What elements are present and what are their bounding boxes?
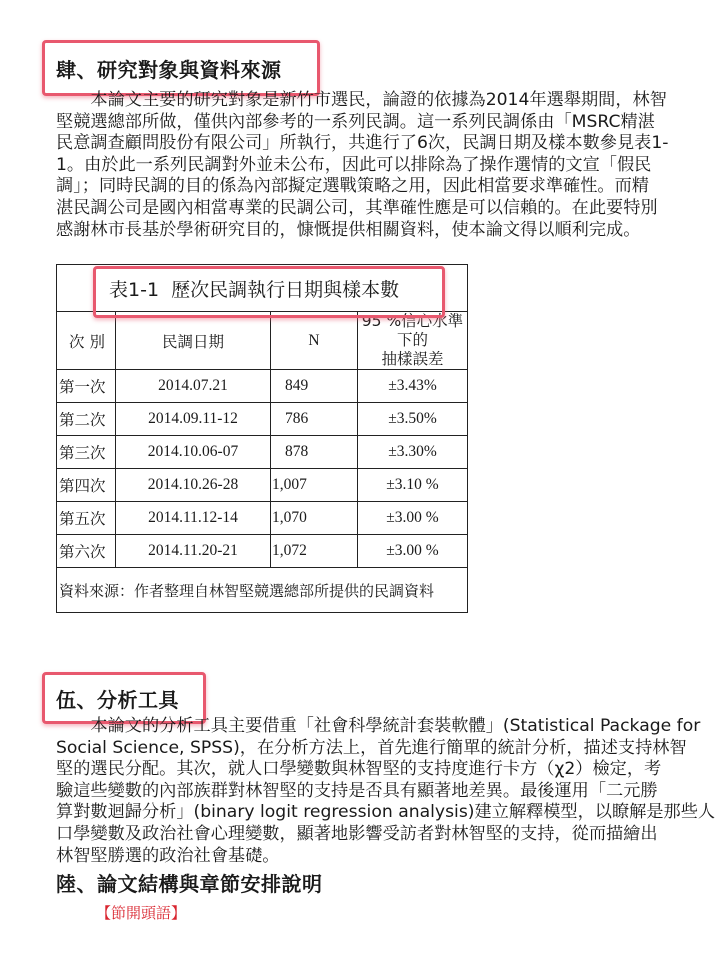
paragraph-line: 本論文的分析工具主要借重「社會科學統計套裝軟體」(Statistical Package for bbox=[56, 716, 701, 736]
cell-error: ±3.50% bbox=[358, 403, 468, 436]
table-row bbox=[57, 436, 468, 469]
cell-order: 第一次 bbox=[57, 370, 116, 403]
paragraph-line: 算對數迴歸分析」(binary logit regression analysis)建立解釋模型，以瞭解是那些人 bbox=[56, 802, 716, 823]
paragraph-line: 民意調查顧問股份有限公司」所執行，共進行了6次，民調日期及樣本數參見表1- bbox=[56, 133, 669, 154]
paragraph-line: 1。由於此一系列民調對外並未公布，因此可以排除為了操作選情的文宣「假民 bbox=[56, 154, 652, 175]
cell-date: 2014.09.11-12 bbox=[116, 403, 271, 436]
cell-date: 2014.11.12-14 bbox=[116, 502, 271, 535]
paragraph-line: 感謝林市長基於學術研究目的，慷慨提供相關資料，使本論文得以順利完成。 bbox=[56, 219, 641, 240]
cell-date: 2014.10.06-07 bbox=[116, 436, 271, 469]
header-error bbox=[358, 312, 468, 370]
paragraph-line: 本論文主要的研究對象是新竹市選民，論證的依據為2014年選舉期間，林智 bbox=[56, 90, 667, 110]
cell-n: 1,072 bbox=[271, 535, 358, 568]
section4-paragraph bbox=[56, 90, 669, 241]
cell-error: ±3.10 % bbox=[358, 469, 468, 502]
table-caption: 表1-1 歷次民調執行日期與樣本數 bbox=[109, 278, 400, 301]
paragraph-line: 堅的選民分配。其次，就人口學變數與林智堅的支持度進行卡方（χ2）檢定，考 bbox=[56, 759, 662, 780]
header-date: 民調日期 bbox=[116, 312, 271, 370]
section5-paragraph bbox=[56, 716, 716, 867]
cell-order: 第五次 bbox=[57, 502, 116, 535]
table-row bbox=[57, 403, 468, 436]
paragraph-line: 堅競選總部所做，僅供內部參考的一系列民調。這一系列民調係由「MSRC精湛 bbox=[56, 111, 655, 132]
cell-date: 2014.07.21 bbox=[116, 370, 271, 403]
header-order: 次 別 bbox=[57, 312, 116, 370]
paragraph-line: 口學變數及政治社會心理變數，顯著地影響受訪者對林智堅的支持，從而描繪出 bbox=[56, 823, 658, 844]
highlight-box-table-caption bbox=[93, 266, 445, 318]
cell-date: 2014.10.26-28 bbox=[116, 469, 271, 502]
table-row bbox=[57, 370, 468, 403]
cell-n: 786 bbox=[271, 403, 358, 436]
table-source: 資料來源：作者整理自林智堅競選總部所提供的民調資料 bbox=[57, 568, 468, 613]
paragraph-line: 湛民調公司是國內相當專業的民調公司，其準確性應是可以信賴的。在此要特別 bbox=[56, 197, 658, 218]
section5-heading: 伍、分析工具 bbox=[56, 688, 179, 712]
paragraph-line: 調」；同時民調的目的係為內部擬定選戰策略之用，因此相當要求準確性。而精 bbox=[56, 176, 649, 197]
table-row bbox=[57, 535, 468, 568]
cell-date: 2014.11.20-21 bbox=[116, 535, 271, 568]
paragraph-line: Social Science, SPSS)，在分析方法上，首先進行簡單的統計分析，描述支持林智 bbox=[56, 737, 687, 758]
cell-error: ±3.00 % bbox=[358, 502, 468, 535]
cell-error: ±3.43% bbox=[358, 370, 468, 403]
section4-heading: 肆、研究對象與資料來源 bbox=[56, 58, 282, 82]
table-row bbox=[57, 469, 468, 502]
table-row bbox=[57, 502, 468, 535]
table-source-row bbox=[57, 568, 468, 613]
header-error-line2: 抽樣誤差 bbox=[381, 350, 444, 368]
section-opening-note: 【節開頭語】 bbox=[96, 904, 187, 922]
cell-order: 第二次 bbox=[57, 403, 116, 436]
header-error-line1: 95 %信心水準下的 bbox=[361, 312, 464, 349]
cell-error: ±3.00 % bbox=[358, 535, 468, 568]
paragraph-line: 林智堅勝選的政治社會基礎。 bbox=[56, 845, 280, 866]
cell-n: 878 bbox=[271, 436, 358, 469]
cell-order: 第三次 bbox=[57, 436, 116, 469]
paragraph-line: 驗這些變數的內部族群對林智堅的支持是否具有顯著地差異。最後運用「二元勝 bbox=[56, 780, 658, 801]
cell-n: 1,007 bbox=[271, 469, 358, 502]
section6-heading: 陸、論文結構與章節安排說明 bbox=[56, 872, 323, 896]
cell-order: 第六次 bbox=[57, 535, 116, 568]
cell-order: 第四次 bbox=[57, 469, 116, 502]
header-n: N bbox=[271, 312, 358, 370]
cell-n: 849 bbox=[271, 370, 358, 403]
cell-n: 1,070 bbox=[271, 502, 358, 535]
cell-error: ±3.30% bbox=[358, 436, 468, 469]
table-header-row bbox=[57, 312, 468, 370]
